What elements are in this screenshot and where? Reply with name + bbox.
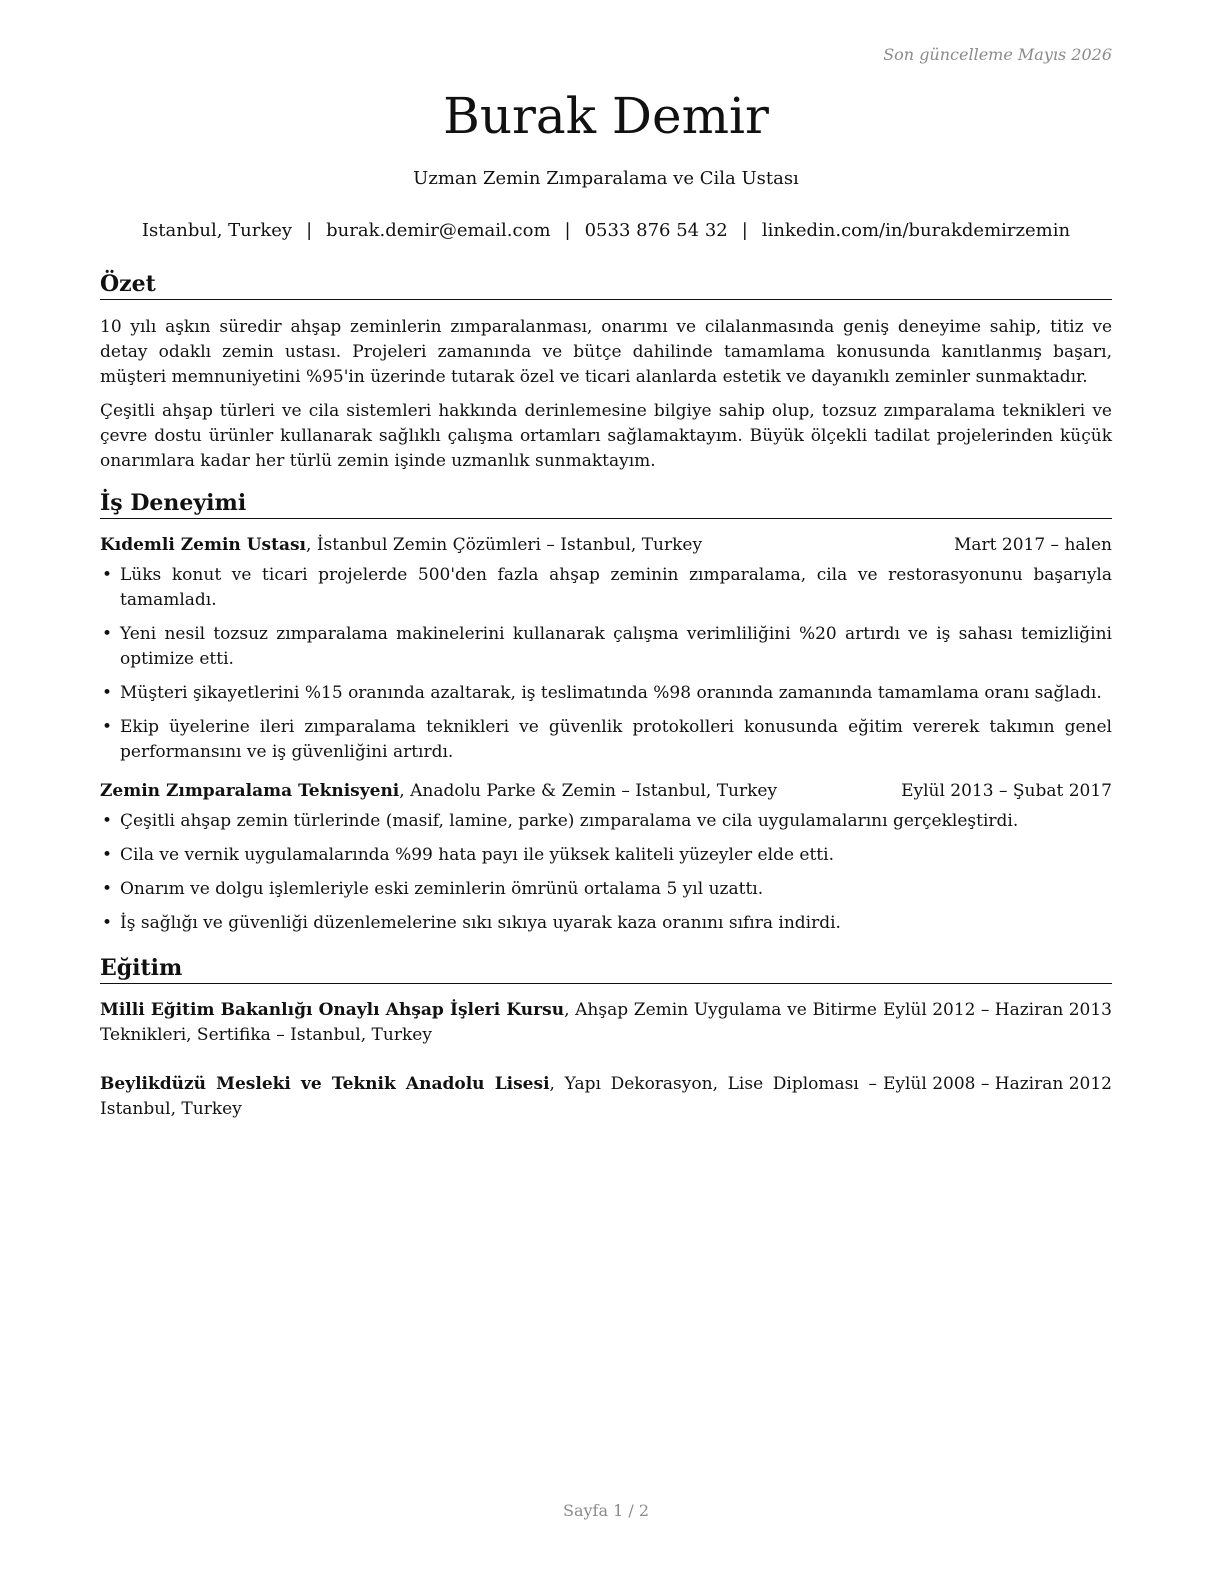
job-achievement: • Onarım ve dolgu işlemleriyle eski zeminlerin ömrünü ortalama 5 yıl uzattı. [100,877,1112,902]
contact-location: Istanbul, Turkey [141,220,293,241]
job-company: , İstanbul Zemin Çözümleri – Istanbul, Turkey [306,535,703,555]
candidate-name: Burak Demir [443,87,769,145]
contact-separator: | [564,220,571,241]
job-achievement: • Yeni nesil tozsuz zımparalama makinelerini kullanarak çalışma verimliliğini %20 artırdı ve iş sahası temizliğini optimize etti. [100,622,1112,672]
last-updated-note: Son güncelleme Mayıs 2026 [883,45,1112,64]
experience-heading: İş Deneyimi [100,489,1112,519]
job-achievement: • Çeşitli ahşap zemin türlerinde (masif, lamine, parke) zımparalama ve cila uygulamalarını gerçekleştirdi. [100,809,1112,834]
education-description [100,998,883,1048]
job-dates: Mart 2017 – halen [953,535,1112,555]
education-entry [100,1072,1112,1122]
contact-phone[interactable]: 0533 876 54 32 [584,220,728,241]
job-company: , Anadolu Parke & Zemin – Istanbul, Turkey [399,781,778,801]
job-achievements-list [100,809,1112,945]
resume-page [100,0,1112,1584]
job-role: Kıdemli Zemin Ustası [100,535,307,555]
job-entry-header [100,533,1112,558]
contact-separator: | [306,220,313,241]
education-dates: Eylül 2012 – Haziran 2013 [882,1000,1112,1020]
education-description [100,1072,883,1122]
summary-paragraph: 10 yılı aşkın süredir ahşap zeminlerin zımparalanması, onarımı ve cilalanmasında geniş deneyime sahip, titiz ve detay odaklı zemin ustası. Projeleri zamanında ve bütçe dahilinde tamamlama konusunda kanıtlanmış başarı, müşteri memnuniyetini %95'in üzerinde tutarak özel ve ticari alanlarda estetik ve dayanıklı zeminler sunmaktadır. [100,317,1112,387]
job-role-company [100,779,777,804]
page-number: Sayfa 1 / 2 [562,1501,649,1520]
job-dates: Eylül 2013 – Şubat 2017 [901,781,1112,801]
contact-info [100,218,1112,244]
candidate-title: Uzman Zemin Zımparalama ve Cila Ustası [413,168,799,189]
job-role: Zemin Zımparalama Teknisyeni [100,781,400,801]
job-achievement: • Lüks konut ve ticari projelerde 500'den fazla ahşap zeminin zımparalama, cila ve restorasyonunu başarıyla tamamladı. [100,563,1112,613]
job-achievements-list [100,563,1112,774]
summary-paragraph: Çeşitli ahşap türleri ve cila sistemleri hakkında derinlemesine bilgiye sahip olup, tozsuz zımparalama teknikleri ve çevre dostu ürünler kullanarak sağlıklı çalışma ortamları sağlamaktayım. Büyük ölçekli tadilat projelerinden küçük onarımlara kadar her türlü zemin işinde uzmanlık sunmaktayım. [100,401,1112,471]
job-achievement: • Müşteri şikayetlerini %15 oranında azaltarak, iş teslimatında %98 oranında zamanında tamamlama oranı sağladı. [100,681,1112,706]
education-heading: Eğitim [100,954,1112,984]
job-entry-header [100,779,1112,804]
contact-separator: | [741,220,748,241]
job-achievement: • Ekip üyelerine ileri zımparalama teknikleri ve güvenlik protokolleri konusunda eğitim vererek takımın genel performansını ve iş güvenliğini artırdı. [100,715,1112,765]
contact-email[interactable]: burak.demir@email.com [326,220,551,241]
education-detail: , Ahşap Zemin Uygulama ve Bitirme Teknikleri, Sertifika – Istanbul, Turkey [100,1000,877,1045]
job-achievement: • Cila ve vernik uygulamalarında %99 hata payı ile yüksek kaliteli yüzeyler elde etti. [100,843,1112,868]
summary-heading: Özet [100,270,1112,300]
education-entry [100,998,1112,1048]
education-dates: Eylül 2008 – Haziran 2012 [882,1074,1112,1094]
education-school: Beylikdüzü Mesleki ve Teknik Anadolu Lisesi [100,1074,550,1094]
job-achievement: • İş sağlığı ve güvenliği düzenlemelerine sıkı sıkıya uyarak kaza oranını sıfıra indirdi. [100,911,1112,936]
contact-linkedin[interactable]: linkedin.com/in/burakdemirzemin [761,220,1071,241]
job-role-company [100,533,702,558]
education-detail: , Yapı Dekorasyon, Lise Diploması – Istanbul, Turkey [100,1074,877,1119]
education-school: Milli Eğitim Bakanlığı Onaylı Ahşap İşleri Kursu [100,1000,565,1020]
